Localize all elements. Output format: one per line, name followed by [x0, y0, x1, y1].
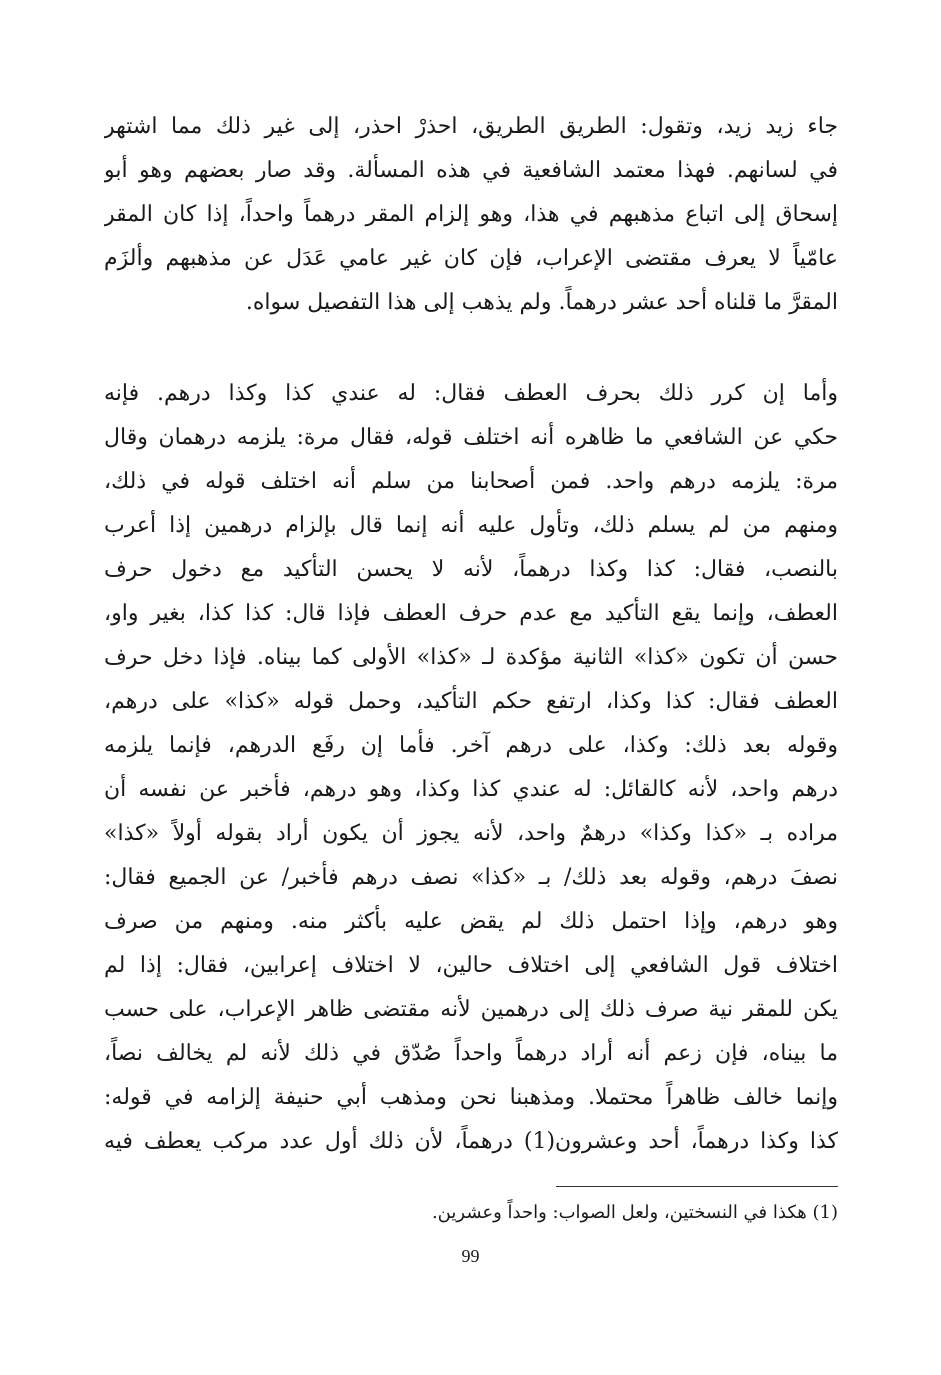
- footnote-divider: [556, 1186, 838, 1187]
- text-line: وهو درهم، وإذا احتمل ذلك لم يقض عليه بأكثر منه. ومنهم من صرف: [104, 909, 838, 934]
- text-line: بالنصب، فقال: كذا وكذا درهماً، لأنه لا يحسن التأكيد مع دخول حرف: [104, 557, 838, 582]
- text-line: نصفَ درهم، وقوله بعد ذلك/ بـ «كذا» نصف درهم فأخبر/ عن الجميع فقال:: [104, 865, 838, 890]
- text-line: وإنما خالف ظاهراً محتملا. ومذهبنا نحن ومذهب أبي حنيفة إلزامه في قوله:: [104, 1085, 838, 1110]
- text-line: ومنهم من لم يسلم ذلك، وتأول عليه أنه إنما قال بإلزام درهمين إذا أعرب: [104, 513, 838, 538]
- page-number: 99: [461, 1246, 480, 1266]
- text-line: مراده بـ «كذا وكذا» درهمٌ واحد، لأنه يجوز أن يكون أراد بقوله أولاً «كذا»: [104, 821, 838, 846]
- text-line: وقوله بعد ذلك: وكذا، على درهم آخر. فأما إن رفَع الدرهم، فإنما يلزمه: [104, 733, 838, 758]
- text-line: العطف، وإنما يقع التأكيد مع عدم حرف العطف فإذا قال: كذا كذا، بغير واو،: [104, 601, 838, 626]
- text-line: وأما إن كرر ذلك بحرف العطف فقال: له عندي كذا وكذا درهم. فإنه: [104, 381, 838, 406]
- text-line: ما بيناه، فإن زعم أنه أراد درهماً واحداً صُدّق في ذلك لأنه لم يخالف نصاً،: [104, 1041, 838, 1066]
- text-line: إسحاق إلى اتباع مذهبهم في هذا، وهو إلزام المقر درهماً واحداً، إذا كان المقر: [104, 202, 838, 227]
- text-line: العطف فقال: كذا وكذا، ارتفع حكم التأكيد، وحمل قوله «كذا» على درهم،: [104, 689, 838, 714]
- text-line: حسن أن تكون «كذا» الثانية مؤكدة لـ «كذا» الأولى كما بيناه. فإذا دخل حرف: [104, 645, 838, 670]
- text-line: درهم واحد، لأنه كالقائل: له عندي كذا وكذا، وهو درهم، فأخبر عن نفسه أن: [104, 777, 838, 802]
- text-line: المقرَّ ما قلناه أحد عشر درهماً. ولم يذهب إلى هذا التفصيل سواه.: [245, 290, 838, 315]
- paragraph-2: [104, 372, 838, 1164]
- text-line: عامّياً لا يعرف مقتضى الإعراب، فإن كان غير عامي عَدَل عن مذهبهم وألزَم: [104, 246, 838, 271]
- paragraph-1: [104, 105, 838, 325]
- text-line: يكن للمقر نية صرف ذلك إلى درهمين لأنه مقتضى ظاهر الإعراب، على حسب: [104, 997, 838, 1022]
- text-line: مرة: يلزمه درهم واحد. فمن أصحابنا من سلم أنه اختلف قوله في ذلك،: [104, 469, 838, 494]
- text-line: كذا وكذا درهماً، أحد وعشرون(1) درهماً، لأن ذلك أول عدد مركب يعطف فيه: [104, 1129, 838, 1154]
- text-line: جاء زيد زيد، وتقول: الطريق الطريق، احذرْ احذر، إلى غير ذلك مما اشتهر: [104, 114, 838, 139]
- footnote: (1) هكذا في النسختين، ولعل الصواب: واحداً وعشرين.: [431, 1202, 838, 1223]
- text-line: في لسانهم. فهذا معتمد الشافعية في هذه المسألة. وقد صار بعضهم وهو أبو: [104, 158, 838, 183]
- text-line: حكي عن الشافعي ما ظاهره أنه اختلف قوله، فقال مرة: يلزمه درهمان وقال: [104, 425, 838, 450]
- text-line: اختلاف قول الشافعي إلى اختلاف حالين، لا اختلاف إعرابين، فقال: إذا لم: [104, 953, 838, 978]
